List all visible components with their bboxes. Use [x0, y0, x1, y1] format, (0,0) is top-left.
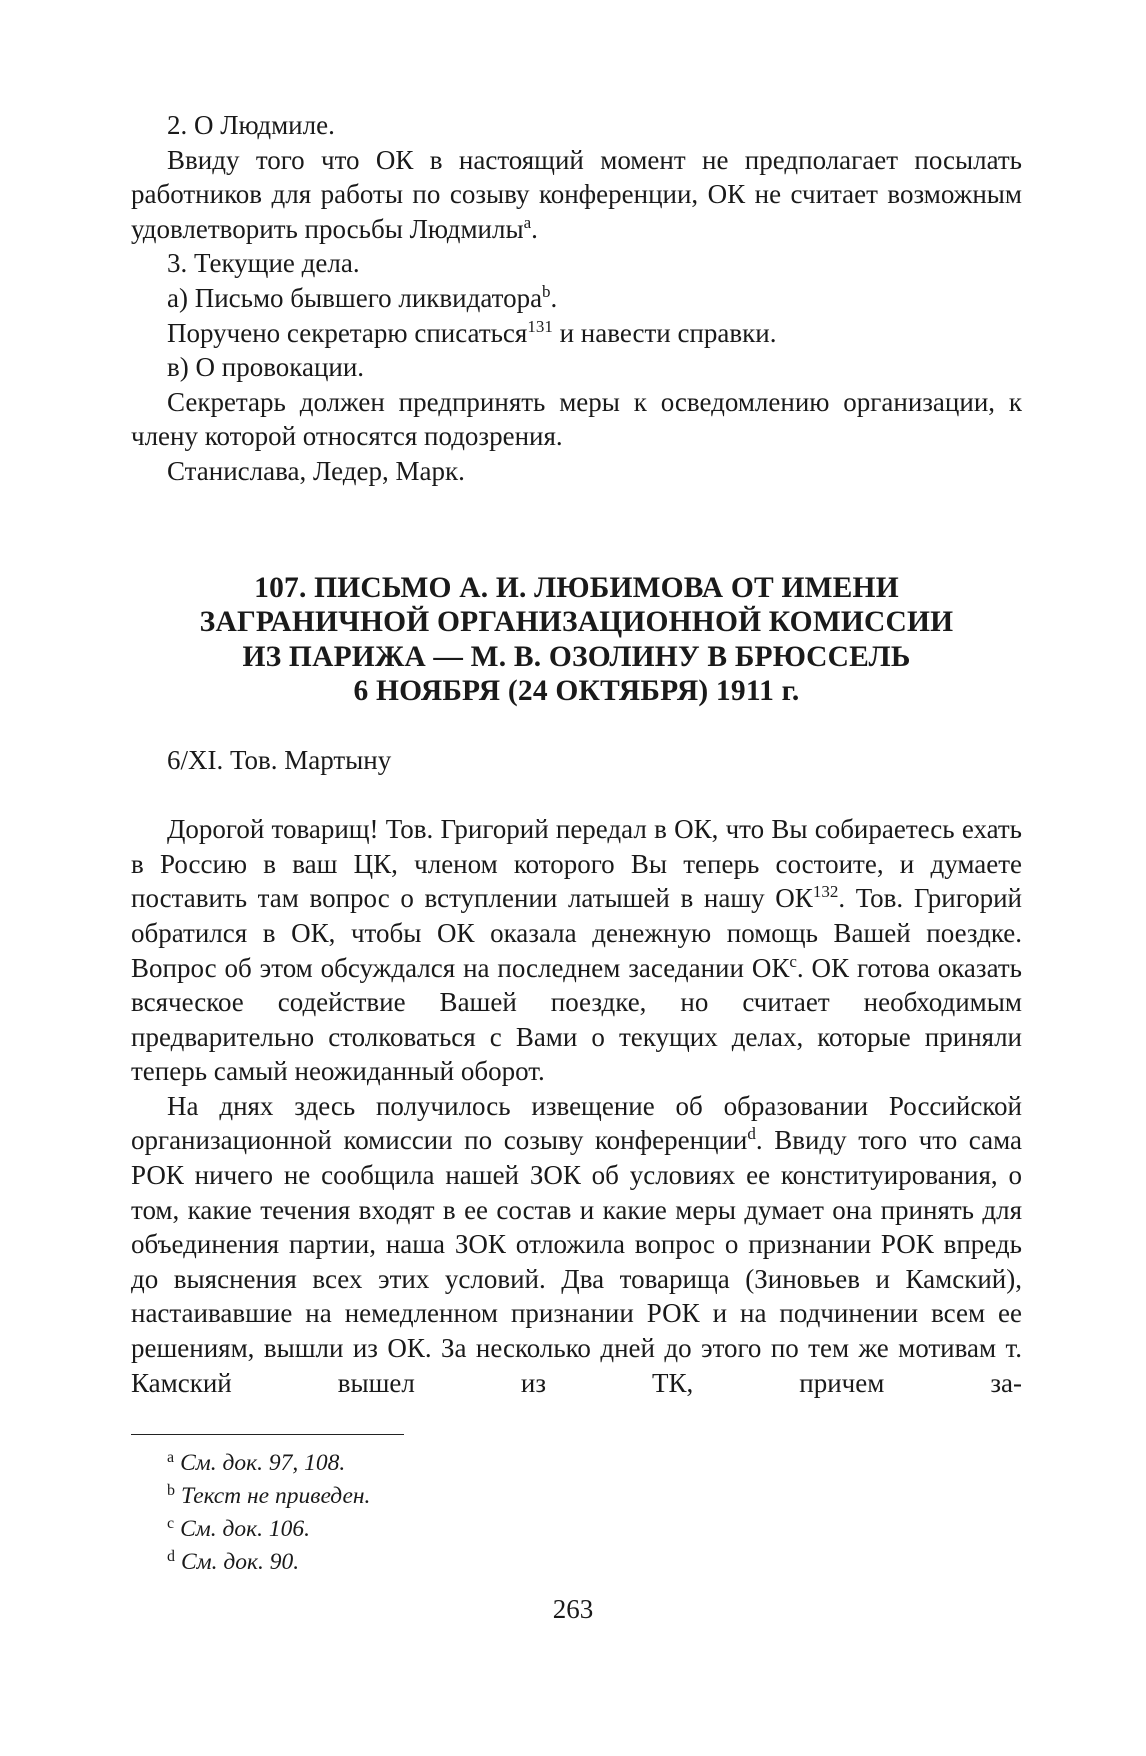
footnote-item: [167, 1513, 1022, 1546]
footnote-ref-d[interactable]: d: [747, 1124, 756, 1144]
letter-body: [131, 812, 1022, 1400]
item3b-paragraph: в) О провокации.: [167, 352, 365, 383]
signatures: Станислава, Ледер, Марк.: [167, 455, 465, 486]
letter-paragraph-1: Дорогой товарищ! Тов. Григорий передал в ОК, что Вы собираетесь ехать в Россию в ваш ЦК, членом которого Вы теперь состоите, и думаете поставить там вопрос о вступлении латышей в нашу ОК$^{132}$. Тов. Григорий обратился в ОК, чтобы ОК оказала денежную помощь Вашей поездке. Вопрос об этом обсуждался на последнем заседании $ОК^c$. ОК готова оказать всяческое содействие Вашей поездке, но считает необходимым предварительно столковаться с Вами о текущих делах, которые приняли теперь самый неожиданный оборот.: [131, 814, 1022, 1087]
footnote-text: Текст не приведен.: [181, 1483, 371, 1510]
footnote-text: См. док. 97, 108.: [180, 1450, 346, 1477]
footnote-mark: d: [167, 1548, 175, 1566]
letter-address: 6/XI. Тов. Мартыну: [167, 744, 392, 775]
footnote-ref-b[interactable]: b: [542, 281, 551, 301]
title-line-3: ИЗ ПАРИЖА — М. В. ОЗОЛИНУ В БРЮССЕЛЬ: [242, 640, 911, 673]
endnote-ref-132[interactable]: 132: [812, 882, 839, 902]
item2-paragraph: Ввиду того что ОК в настоящий момент не предполагает посылать работников для работы по созыву конференции, ОК не считает возможным удовлетворить просьбы Людмилы$^a$.: [131, 144, 1022, 244]
document-title: [131, 571, 1022, 709]
footnote-mark: a: [167, 1449, 175, 1467]
endnote-ref-131[interactable]: 131: [527, 316, 553, 336]
footnote-text: См. док. 106.: [180, 1516, 311, 1543]
footnotes: [131, 1447, 1022, 1579]
item3a-action: Поручено секретарю списаться$^{131}$ и навести справки.: [167, 316, 777, 348]
footnote-text: См. док. 90.: [181, 1549, 300, 1576]
page-body: [131, 108, 1022, 1579]
item3a-paragraph: а) Письмо бывшего ликвидатора$^b$.: [167, 281, 558, 313]
item3-heading: 3. Текущие дела.: [167, 248, 360, 279]
letter-paragraph-2: На днях здесь получилось извещение об образовании Российской организационной комиссии по созыву конференции$^d$. Ввиду того что сама РОК ничего не сообщила нашей ЗОК об условиях ее конституирования, о том, какие течения входят в ее состав и какие меры думает она принять для объединения партии, наша ЗОК отложила вопрос о признании РОК впредь до выяснения всех этих условий. Два товарища (Зиновьев и Камский), настаивавшие на немедленном признании РОК и на подчинении всем ее решениям, вышли из ОК. За несколько дней до этого по тем же мотивам т. Камский вышел из ТК, причем за-: [131, 1090, 1022, 1398]
title-line-2: ЗАГРАНИЧНОЙ ОРГАНИЗАЦИОННОЙ КОМИССИИ: [199, 606, 954, 639]
footnote-mark: c: [167, 1515, 175, 1533]
footnote-item: [167, 1447, 1022, 1480]
footnote-separator: [131, 1434, 404, 1435]
footnote-ref-a[interactable]: a: [523, 212, 532, 232]
footnote-item: [167, 1546, 1022, 1579]
item3b-action: Секретарь должен предпринять меры к осведомлению организации, к члену которой относятся подозрения.: [131, 386, 1022, 452]
page-number: 263: [552, 1594, 594, 1624]
footnote-mark: b: [167, 1482, 175, 1500]
title-line-1: 107. ПИСЬМО А. И. ЛЮБИМОВА ОТ ИМЕНИ: [254, 571, 899, 604]
title-line-4: 6 НОЯБРЯ (24 ОКТЯБРЯ) 1911 г.: [353, 675, 800, 708]
footnote-ref-c[interactable]: c: [789, 951, 797, 971]
footnote-item: [167, 1480, 1022, 1513]
item2-heading: 2. О Людмиле.: [167, 110, 335, 140]
